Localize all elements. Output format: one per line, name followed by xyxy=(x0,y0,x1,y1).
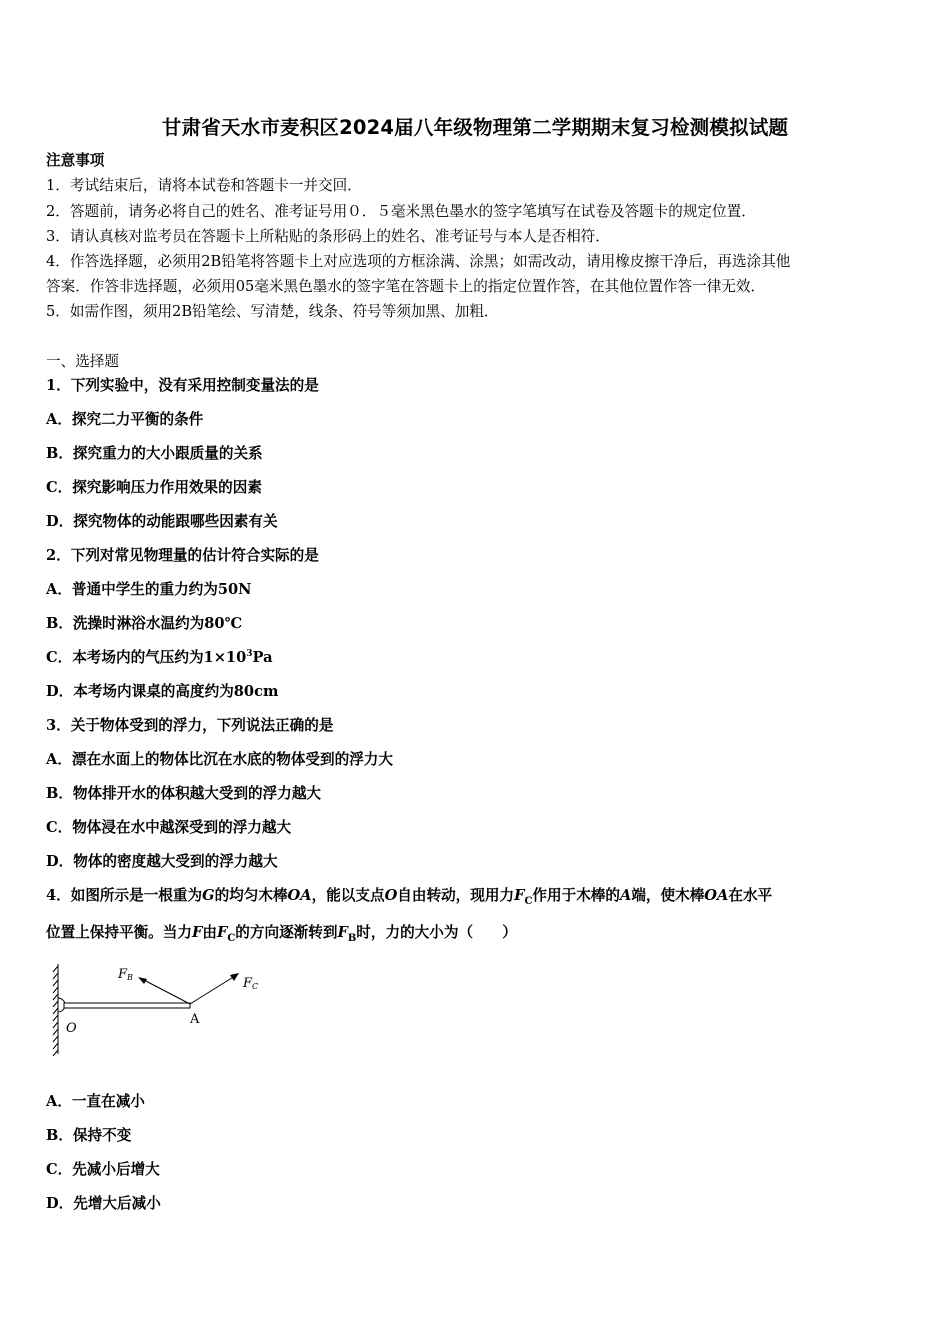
q4-var-o: O xyxy=(384,887,398,904)
notice-item-2: 2．答题前，请务必将自己的姓名、准考证号用０．５毫米黑色墨水的签字笔填写在试卷及答题卡的规定位置． xyxy=(46,203,756,220)
q2-option-d: D．本考场内课桌的高度约为80cm xyxy=(46,683,279,700)
q4-text: 4．如图所示是一根重为 xyxy=(46,887,203,904)
label-fc: FC xyxy=(243,976,259,991)
label-o: O xyxy=(66,1021,77,1036)
q4-sub-c: C xyxy=(227,932,236,944)
label-a: A xyxy=(190,1012,200,1027)
q1-option-b: B．探究重力的大小跟质量的关系 xyxy=(46,445,263,462)
notice-item-4-cont: 答案．作答非选择题，必须用05毫米黑色墨水的签字笔在答题卡上的指定位置作答，在其他位置作答一律无效． xyxy=(46,278,766,295)
q1-option-a: A．探究二力平衡的条件 xyxy=(46,411,204,428)
q4-text: 端，使木棒 xyxy=(631,887,705,904)
q4-sub-b: B xyxy=(347,932,357,944)
q4-var-f: F xyxy=(216,924,228,941)
q4-var-f: F xyxy=(337,924,348,941)
q4-text: 时，力的大小为（ ） xyxy=(356,924,517,941)
q4-var-oa: OA xyxy=(704,887,729,904)
q3-option-b: B．物体排开水的体积越大受到的浮力越大 xyxy=(46,785,322,802)
q1-option-c: C．探究影响压力作用效果的因素 xyxy=(46,479,262,496)
q4-text: 的方向逐渐转到 xyxy=(235,924,338,941)
q4-var-f: F xyxy=(514,887,525,904)
notice-item-1: 1．考试结束后，请将本试卷和答题卡一并交回． xyxy=(46,177,362,194)
q4-var-a: A xyxy=(619,887,632,904)
q4-var-g: G xyxy=(202,887,215,904)
q2-c-unit: Pa xyxy=(252,649,273,666)
q3-option-d: D．物体的密度越大受到的浮力越大 xyxy=(46,853,278,870)
q4-option-c: C．先减小后增大 xyxy=(46,1161,160,1178)
q4-sub-c: C xyxy=(524,895,533,907)
q4-text: 位置上保持平衡。当力 xyxy=(46,924,192,941)
q1-stem: 1．下列实验中，没有采用控制变量法的是 xyxy=(46,377,319,394)
q3-option-a: A．漂在水面上的物体比沉在水底的物体受到的浮力大 xyxy=(46,751,393,768)
q4-text: ，能以支点 xyxy=(311,887,385,904)
rod-oa xyxy=(64,1003,190,1008)
q2-c-text: C．本考场内的气压约为1×10 xyxy=(46,649,247,666)
q2-option-c xyxy=(46,648,273,668)
force-fb-arrowhead xyxy=(138,977,147,984)
q4-option-d: D．先增大后减小 xyxy=(46,1195,161,1212)
page-title: 甘肃省天水市麦积区2024届八年级物理第二学期期末复习检测模拟试题 xyxy=(161,116,789,139)
q1-option-d: D．探究物体的动能跟哪些因素有关 xyxy=(46,513,278,530)
force-fb-line xyxy=(142,979,190,1004)
q4-text: 的均匀木棒 xyxy=(214,887,288,904)
q4-stem-line2 xyxy=(46,923,517,943)
q2-option-a: A．普通中学生的重力约为50N xyxy=(46,581,252,598)
q4-option-b: B．保持不变 xyxy=(46,1127,132,1144)
label-fb: FB xyxy=(118,967,133,982)
q4-text: 自由转动，现用力 xyxy=(397,887,515,904)
q2-c-exponent: 3 xyxy=(246,649,253,660)
q4-stem-line1 xyxy=(46,886,772,906)
q4-var-f: F xyxy=(191,924,203,941)
notice-heading: 注意事项 xyxy=(46,152,105,169)
q4-text: 由 xyxy=(202,924,217,941)
q4-text: 在水平 xyxy=(728,887,773,904)
q4-var-oa: OA xyxy=(287,887,312,904)
section-heading: 一、选择题 xyxy=(46,353,119,370)
lever-diagram xyxy=(46,958,276,1058)
wall-hatching xyxy=(53,964,58,1056)
q4-option-a: A．一直在减小 xyxy=(46,1093,145,1110)
q3-option-c: C．物体浸在水中越深受到的浮力越大 xyxy=(46,819,292,836)
notice-item-4: 4．作答选择题，必须用2B铅笔将答题卡上对应选项的方框涂满、涂黑；如需改动，请用橡皮擦干净后，再选涂其他 xyxy=(46,253,791,270)
q4-text: 作用于木棒的 xyxy=(532,887,620,904)
notice-item-3: 3．请认真核对监考员在答题卡上所粘贴的条形码上的姓名、准考证号与本人是否相符． xyxy=(46,228,610,245)
force-fc-arrowhead xyxy=(230,973,239,981)
force-fc-line xyxy=(190,976,235,1004)
q3-stem: 3．关于物体受到的浮力，下列说法正确的是 xyxy=(46,717,334,734)
q2-option-b: B．洗操时淋浴水温约为80℃ xyxy=(46,615,243,632)
q2-stem: 2．下列对常见物理量的估计符合实际的是 xyxy=(46,547,319,564)
notice-item-5: 5．如需作图，须用2B铅笔绘、写清楚，线条、符号等须加黑、加粗． xyxy=(46,303,499,320)
